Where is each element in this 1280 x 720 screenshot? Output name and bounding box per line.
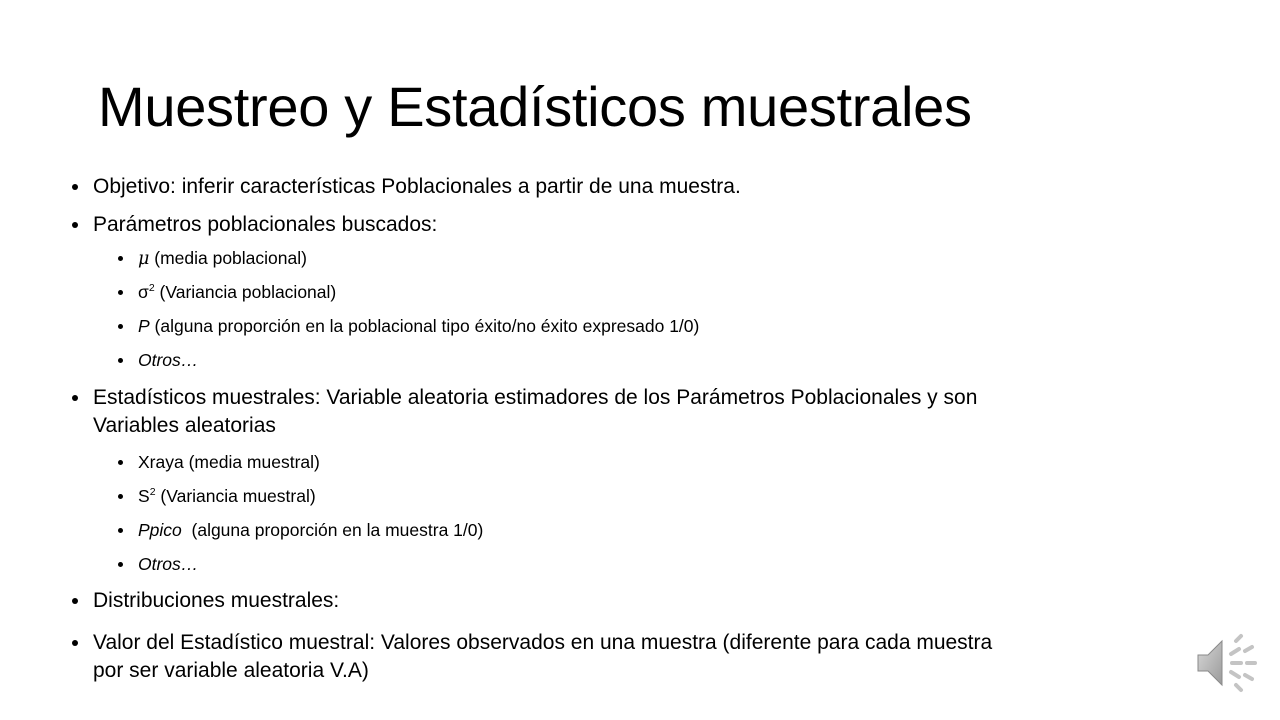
sub-item-text: (alguna proporción en la muestra 1/0) <box>181 520 484 540</box>
sub-item-otros: Otros… <box>138 554 199 574</box>
bullet-dot <box>72 184 78 190</box>
s-symbol: S <box>138 486 150 506</box>
speaker-icon-graphic <box>1192 633 1258 693</box>
sigma-symbol: σ <box>138 282 149 302</box>
sub-bullet-dot <box>118 460 123 465</box>
superscript: 2 <box>149 486 156 499</box>
sub-item-variancia-muestral <box>138 484 316 508</box>
bullet-dot <box>72 640 78 646</box>
slide-title: Muestreo y Estadísticos muestrales <box>98 75 972 138</box>
sub-item-media-poblacional <box>138 246 307 271</box>
sub-item-variancia-poblacional <box>138 280 336 304</box>
sub-bullet-dot <box>118 494 123 499</box>
bullet-distribuciones: Distribuciones muestrales: <box>93 589 340 612</box>
sub-item-otros: Otros… <box>138 350 199 370</box>
sub-item-text: (alguna proporción en la poblacional tipo éxito/no éxito expresado 1/0) <box>149 316 700 336</box>
sub-item-xraya: Xraya (media muestral) <box>138 452 320 472</box>
sub-bullet-dot <box>118 358 123 363</box>
p-symbol: P <box>138 316 150 336</box>
sub-item-text: (media poblacional) <box>149 248 307 268</box>
sub-item-proporcion-poblacional <box>138 314 699 338</box>
bullet-estadisticos-line2: Variables aleatorias <box>93 414 276 437</box>
bullet-dot <box>72 395 78 401</box>
sub-bullet-dot <box>118 256 123 261</box>
sub-bullet-dot <box>118 290 123 295</box>
ppico-symbol: Ppico <box>138 520 182 540</box>
sub-item-text: (Variancia muestral) <box>155 486 316 506</box>
speaker-icon[interactable] <box>1192 633 1258 693</box>
sub-bullet-dot <box>118 324 123 329</box>
sub-bullet-dot <box>118 562 123 567</box>
superscript: 2 <box>148 282 155 295</box>
bullet-valor-line1: Valor del Estadístico muestral: Valores observados en una muestra (diferente para cada muestra <box>93 631 993 654</box>
bullet-parametros: Parámetros poblacionales buscados: <box>93 213 438 236</box>
bullet-dot <box>72 222 78 228</box>
bullet-valor-line2: por ser variable aleatoria V.A) <box>93 659 369 682</box>
bullet-objetivo: Objetivo: inferir características Poblacionales a partir de una muestra. <box>93 175 741 198</box>
sub-bullet-dot <box>118 528 123 533</box>
sub-item-ppico <box>138 518 483 542</box>
bullet-estadisticos-line1: Estadísticos muestrales: Variable aleatoria estimadores de los Parámetros Poblacionales y son <box>93 386 978 409</box>
sub-item-text: (Variancia poblacional) <box>154 282 337 302</box>
mu-symbol: μ <box>138 249 150 269</box>
bullet-dot <box>72 598 78 604</box>
